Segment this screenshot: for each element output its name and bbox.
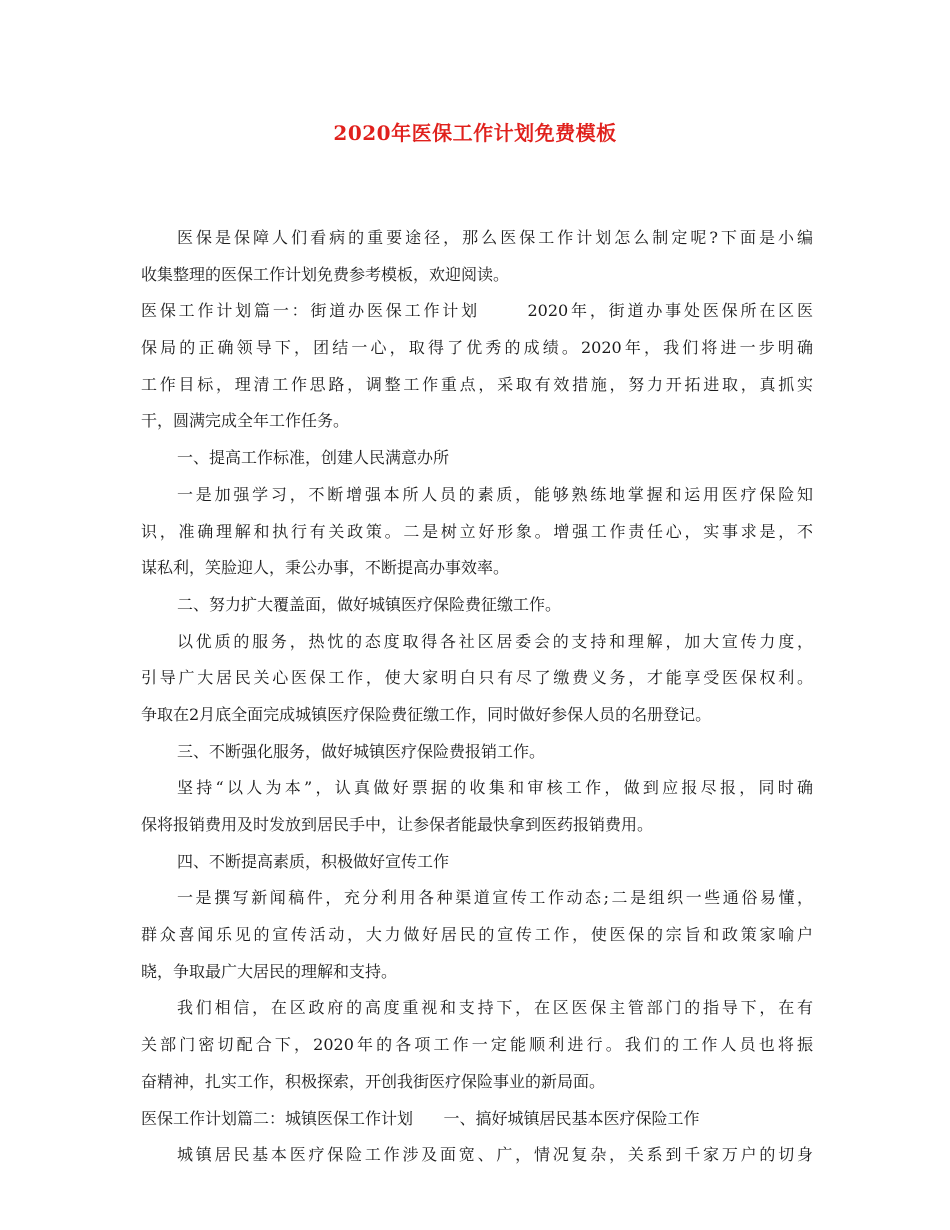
text-line: 工作目标，理清工作思路，调整工作重点，采取有效措施，努力开拓进取，真抓实	[141, 374, 813, 394]
text-line: 保局的正确领导下，团结一心，取得了优秀的成绩。2020年，我们将进一步明确	[141, 338, 813, 358]
text-line: 干，圆满完成全年工作任务。	[141, 411, 350, 431]
document-title: 2020年医保工作计划免费模板	[333, 121, 617, 145]
text-line: 群众喜闻乐见的宣传活动，大力做好居民的宣传工作，使医保的宗旨和政策家喻户	[141, 925, 813, 945]
text-line: 三、不断强化服务，做好城镇医疗保险费报销工作。	[177, 741, 546, 761]
text-line: 奋精神，扎实工作，积极探索，开创我街医疗保险事业的新局面。	[141, 1071, 606, 1091]
document-body	[141, 220, 813, 1174]
text-line: 一、提高工作标准，创建人民满意办所	[177, 448, 450, 468]
text-line: 医保工作计划篇二：城镇医保工作计划 一、搞好城镇居民基本医疗保险工作	[141, 1108, 700, 1128]
text-line: 争取在2月底全面完成城镇医疗保险费征缴工作，同时做好参保人员的名册登记。	[141, 704, 712, 724]
text-line: 引导广大居民关心医保工作，使大家明白只有尽了缴费义务，才能享受医保权利。	[141, 668, 813, 688]
text-line: 谋私利，笑脸迎人，秉公办事，不断提高办事效率。	[141, 558, 510, 578]
text-line: 收集整理的医保工作计划免费参考模板，欢迎阅读。	[141, 264, 510, 284]
text-line: 坚持“以人为本”，认真做好票据的收集和审核工作，做到应报尽报，同时确	[177, 778, 813, 798]
text-line: 关部门密切配合下，2020年的各项工作一定能顺利进行。我们的工作人员也将振	[141, 1035, 813, 1055]
text-line: 一是撰写新闻稿件，充分利用各种渠道宣传工作动态;二是组织一些通俗易懂，	[177, 888, 813, 908]
text-line: 二、努力扩大覆盖面，做好城镇医疗保险费征缴工作。	[177, 594, 562, 614]
text-line: 城镇居民基本医疗保险工作涉及面宽、广，情况复杂，关系到千家万户的切身	[177, 1145, 813, 1165]
text-line: 保将报销费用及时发放到居民手中，让参保者能最快拿到医药报销费用。	[141, 815, 654, 834]
text-line: 医保工作计划篇一：街道办医保工作计划 2020年，街道办事处医保所在区医	[141, 301, 813, 321]
text-line: 晓，争取最广大居民的理解和支持。	[141, 961, 398, 981]
text-line: 四、不断提高素质，积极做好宣传工作	[177, 851, 450, 871]
text-line: 一是加强学习，不断增强本所人员的素质，能够熟练地掌握和运用医疗保险知	[177, 484, 813, 504]
text-line: 以优质的服务，热忱的态度取得各社区居委会的支持和理解，加大宣传力度，	[177, 631, 813, 651]
text-line: 识，准确理解和执行有关政策。二是树立好形象。增强工作责任心，实事求是，不	[141, 521, 813, 541]
text-line: 我们相信，在区政府的高度重视和支持下，在区医保主管部门的指导下，在有	[177, 998, 813, 1018]
text-line: 医保是保障人们看病的重要途径，那么医保工作计划怎么制定呢?下面是小编	[177, 228, 813, 247]
